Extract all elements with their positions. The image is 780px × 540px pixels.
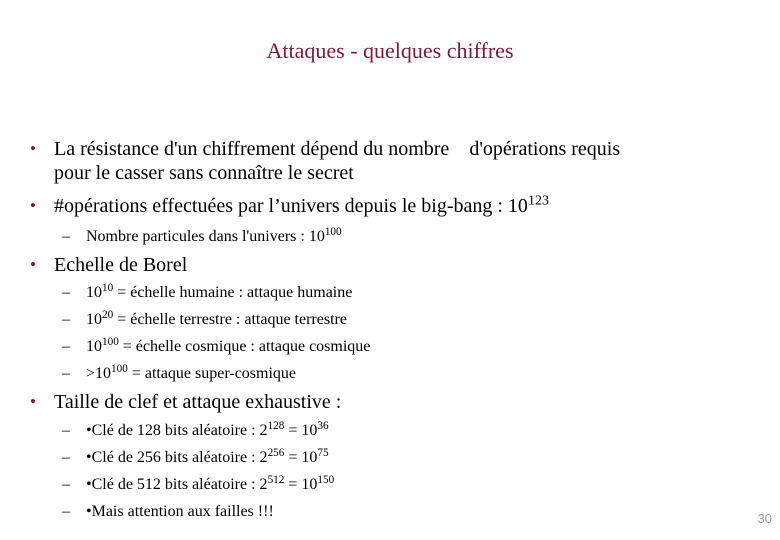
subitem-text: •Clé de 512 bits aléatoire : $2^{512} = 10^{150}$ [86,473,335,493]
subitem-text: $10^{10}$ = échelle humaine : attaque humaine [86,281,353,301]
dash-marker: – [62,365,70,382]
bullet-marker: • [30,255,36,274]
dash-marker: – [62,422,70,439]
subitem-text: •Clé de 256 bits aléatoire : $2^{256} = 10^{75}$ [86,446,329,466]
dash-marker: – [62,449,70,466]
dash-marker: – [62,311,70,328]
subitem-text: Nombre particules dans l'univers : $10^{100}$ [86,225,342,245]
dash-marker: – [62,503,70,520]
bullet-text: Echelle de Borel [54,254,188,276]
bullet-text: pour le casser sans connaître le secret [54,162,354,184]
bullet-text: #opérations effectuées par l’univers depuis le big-bang : $10^{123}$ [54,193,549,217]
dash-marker: – [62,338,70,355]
dash-marker: – [62,228,70,245]
dash-marker: – [62,476,70,493]
bullet-marker: • [30,392,36,411]
bullet-text: La résistance d'un chiffrement dépend du nombre d'opérations requis [54,138,621,160]
subitem-text: •Clé de 128 bits aléatoire : $2^{128} = 10^{36}$ [86,419,329,439]
page-number: 30 [757,511,772,526]
subitem-text: $10^{100}$ = échelle cosmique : attaque cosmique [86,335,371,355]
bullet-marker: • [30,139,36,158]
bullet-marker: • [30,196,36,215]
slide-title: Attaques - quelques chiffres [266,38,514,63]
dash-marker: – [62,284,70,301]
subitem-text: $>10^{100}$ = attaque super-cosmique [86,362,297,382]
bullet-text: Taille de clef et attaque exhaustive : [54,391,342,413]
subitem-text: $10^{20}$ = échelle terrestre : attaque terrestre [86,308,347,328]
subitem-text: •Mais attention aux failles !!! [86,503,274,520]
